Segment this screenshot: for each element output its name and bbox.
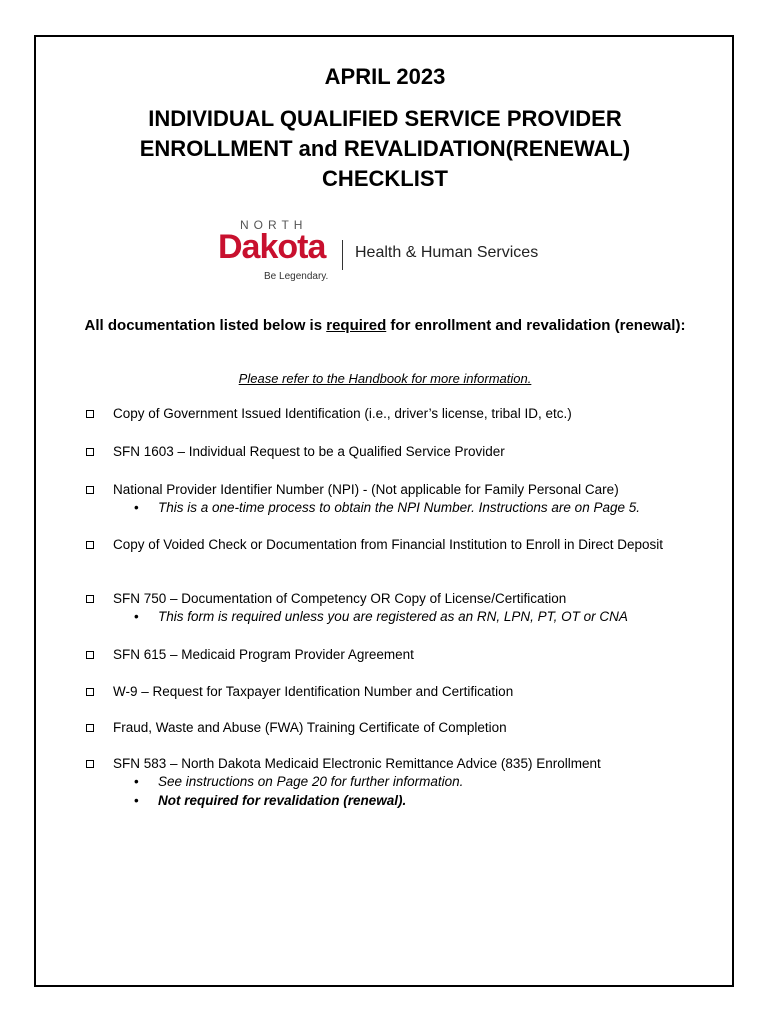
checklist-item-text: W-9 – Request for Taxpayer Identification Number and Certification xyxy=(113,684,514,699)
checkbox-icon[interactable] xyxy=(86,688,94,696)
checklist-subitem-text: This is a one-time process to obtain the NPI Number. Instructions are on Page 5. xyxy=(158,500,640,515)
checklist-subitem-text: Not required for revalidation (renewal). xyxy=(158,793,407,808)
document-date: APRIL 2023 xyxy=(324,64,446,89)
intro-statement xyxy=(60,316,710,335)
logo-north-text: NORTH xyxy=(240,218,308,232)
checklist-item-text: SFN 750 – Documentation of Competency OR Copy of License/Certification xyxy=(113,591,567,606)
bullet-icon: • xyxy=(134,774,139,789)
checkbox-icon[interactable] xyxy=(86,724,94,732)
checkbox-icon[interactable] xyxy=(86,760,94,768)
checklist-subitem-text: See instructions on Page 20 for further information. xyxy=(158,774,464,789)
checklist-item-text: SFN 615 – Medicaid Program Provider Agreement xyxy=(113,647,414,662)
intro-after: for enrollment and revalidation (renewal): xyxy=(386,317,686,334)
checklist-item-text: Fraud, Waste and Abuse (FWA) Training Certificate of Completion xyxy=(113,720,507,735)
checkbox-icon[interactable] xyxy=(86,541,94,549)
checklist-item-text: Copy of Voided Check or Documentation from Financial Institution to Enroll in Direct Deposit xyxy=(113,537,664,552)
document-title-line-2: ENROLLMENT and REVALIDATION(RENEWAL) xyxy=(139,136,631,161)
document-title-line-3: CHECKLIST xyxy=(322,166,448,191)
logo-tagline: Be Legendary. xyxy=(264,271,329,282)
nd-hhs-logo xyxy=(218,218,558,298)
checklist-item-text: SFN 583 – North Dakota Medicaid Electronic Remittance Advice (835) Enrollment xyxy=(113,756,601,771)
logo-dakota-text: Dakota xyxy=(218,228,326,266)
bullet-icon: • xyxy=(134,793,139,808)
checkbox-icon[interactable] xyxy=(86,410,94,418)
intro-before: All documentation listed below is xyxy=(84,317,327,334)
logo-separator xyxy=(342,240,343,270)
handbook-reference: Please refer to the Handbook for more information. xyxy=(238,371,532,386)
bullet-icon: • xyxy=(134,500,139,515)
checklist-item-text: Copy of Government Issued Identification (i.e., driver’s license, tribal ID, etc.) xyxy=(113,406,572,421)
checkbox-icon[interactable] xyxy=(86,595,94,603)
checklist-subitem-text: This form is required unless you are registered as an RN, LPN, PT, OT or CNA xyxy=(158,609,628,624)
document-title-line-1: INDIVIDUAL QUALIFIED SERVICE PROVIDER xyxy=(148,106,622,131)
checklist-item-text: SFN 1603 – Individual Request to be a Qualified Service Provider xyxy=(113,444,505,459)
checkbox-icon[interactable] xyxy=(86,486,94,494)
checkbox-icon[interactable] xyxy=(86,448,94,456)
intro-required: required xyxy=(326,317,387,334)
bullet-icon: • xyxy=(134,609,139,624)
logo-department: Health & Human Services xyxy=(355,244,539,261)
checklist-item-text: National Provider Identifier Number (NPI) - (Not applicable for Family Personal Care) xyxy=(113,482,619,497)
checkbox-icon[interactable] xyxy=(86,651,94,659)
